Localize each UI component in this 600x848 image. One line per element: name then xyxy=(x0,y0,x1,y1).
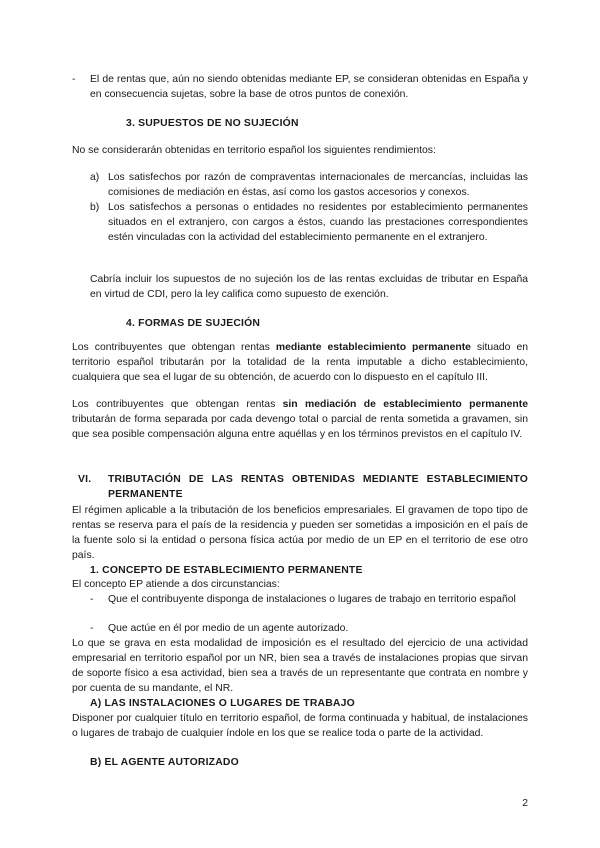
p2-after: tributarán de forma separada por cada devengo total o parcial de renta sometida a gravamen, sin que sea posible compensación alguna entre aquéllas y en los términos previstos en el capítulo IV. xyxy=(72,414,528,440)
item-1-text: Que el contribuyente disponga de instalaciones o lugares de trabajo en territorio español xyxy=(108,594,516,605)
section-3-item-a xyxy=(90,170,528,200)
bullet-marker: - xyxy=(72,74,76,85)
p1-bold: mediante establecimiento permanente xyxy=(275,342,471,353)
section-3-title: 3. SUPUESTOS DE NO SUJECIÓN xyxy=(126,118,299,129)
page-number: 2 xyxy=(522,798,528,809)
section-3-intro: No se considerarán obtenidas en territorio español los siguientes rendimientos: xyxy=(72,145,436,156)
intro-bullet xyxy=(72,72,528,102)
item-b-text: Los satisfechos a personas o entidades no residentes por establecimiento permanentes situados en el extranjero, con cargos a éstos, cuando las prestaciones correspondientes estén vinculadas con la actividad del establecimiento permanente en el extranjero. xyxy=(108,202,528,243)
section-4-paragraph-1 xyxy=(72,340,528,385)
item-2-text: Que actúe en él por medio de un agente autorizado. xyxy=(108,623,349,634)
section-vi-title: TRIBUTACIÓN DE LAS RENTAS OBTENIDAS MEDIANTE ESTABLECIMIENTO PERMANENTE xyxy=(108,474,528,500)
p1-before: Los contribuyentes que obtengan rentas xyxy=(72,342,276,353)
subsection-1-item-1 xyxy=(90,592,528,607)
item-a-text: Los satisfechos por razón de compraventas internacionales de mercancías, incluidas las comisiones de mediación en éstas, así como los gastos accesorios y conexos. xyxy=(108,172,528,198)
section-3-item-b xyxy=(90,200,528,245)
intro-bullet-text: El de rentas que, aún no siendo obtenidas mediante EP, se consideran obtenidas en España y en consecuencia sujetas, sobre la base de otros puntos de conexión. xyxy=(90,74,528,100)
section-4-paragraph-2 xyxy=(72,397,528,442)
subsection-a-body: Disponer por cualquier título en territorio español, de forma continuada y habitual, de instalaciones o lugares de trabajo de cualquier índole en los que se realice toda o parte de la actividad. xyxy=(72,713,528,739)
subsection-1-intro: El concepto EP atiende a dos circunstancias: xyxy=(72,579,280,590)
subsection-a-title: A) LAS INSTALACIONES O LUGARES DE TRABAJO xyxy=(90,698,355,709)
p2-before: Los contribuyentes que obtengan rentas xyxy=(72,399,283,410)
item-a-marker: a) xyxy=(90,172,100,183)
subsection-1-item-2 xyxy=(90,621,528,636)
section-vi-number: VI. xyxy=(78,474,92,485)
item-2-marker: - xyxy=(90,623,94,634)
item-1-marker: - xyxy=(90,594,94,605)
section-4-title: 4. FORMAS DE SUJECIÓN xyxy=(126,318,261,329)
p1-after: situado en territorio español tributarán por la totalidad de la renta imputable a dicho establecimiento, cualquiera que sea el lugar de su obtención, de acuerdo con lo dispuesto en el capítulo III. xyxy=(72,342,528,383)
subsection-1-body: Lo que se grava en esta modalidad de imposición es el resultado del ejercicio de una actividad empresarial en territorio español por un NR, bien sea a través de instalaciones propias que sirvan de soporte físico a esa actividad, bien sea a través de un representante que contrata en nombre y por cuenta de su mandante, el NR. xyxy=(72,638,528,694)
section-3-note: Cabría incluir los supuestos de no sujeción los de las rentas excluidas de tributar en España en virtud de CDI, pero la ley califica como supuesto de exención. xyxy=(90,274,528,300)
subsection-b-title: B) EL AGENTE AUTORIZADO xyxy=(90,757,239,768)
p2-bold: sin mediación de establecimiento permanente xyxy=(282,399,528,410)
item-b-marker: b) xyxy=(90,202,100,213)
subsection-1-title: 1. CONCEPTO DE ESTABLECIMIENTO PERMANENTE xyxy=(90,565,363,576)
section-vi-intro: El régimen aplicable a la tributación de los beneficios empresariales. El gravamen de topo tipo de rentas se reserva para el país de la residencia y pueden ser sometidas a imposición en el país de la fuente solo si la entidad o persona física actúa por medio de un EP en el territorio de ese otro país. xyxy=(72,505,528,561)
